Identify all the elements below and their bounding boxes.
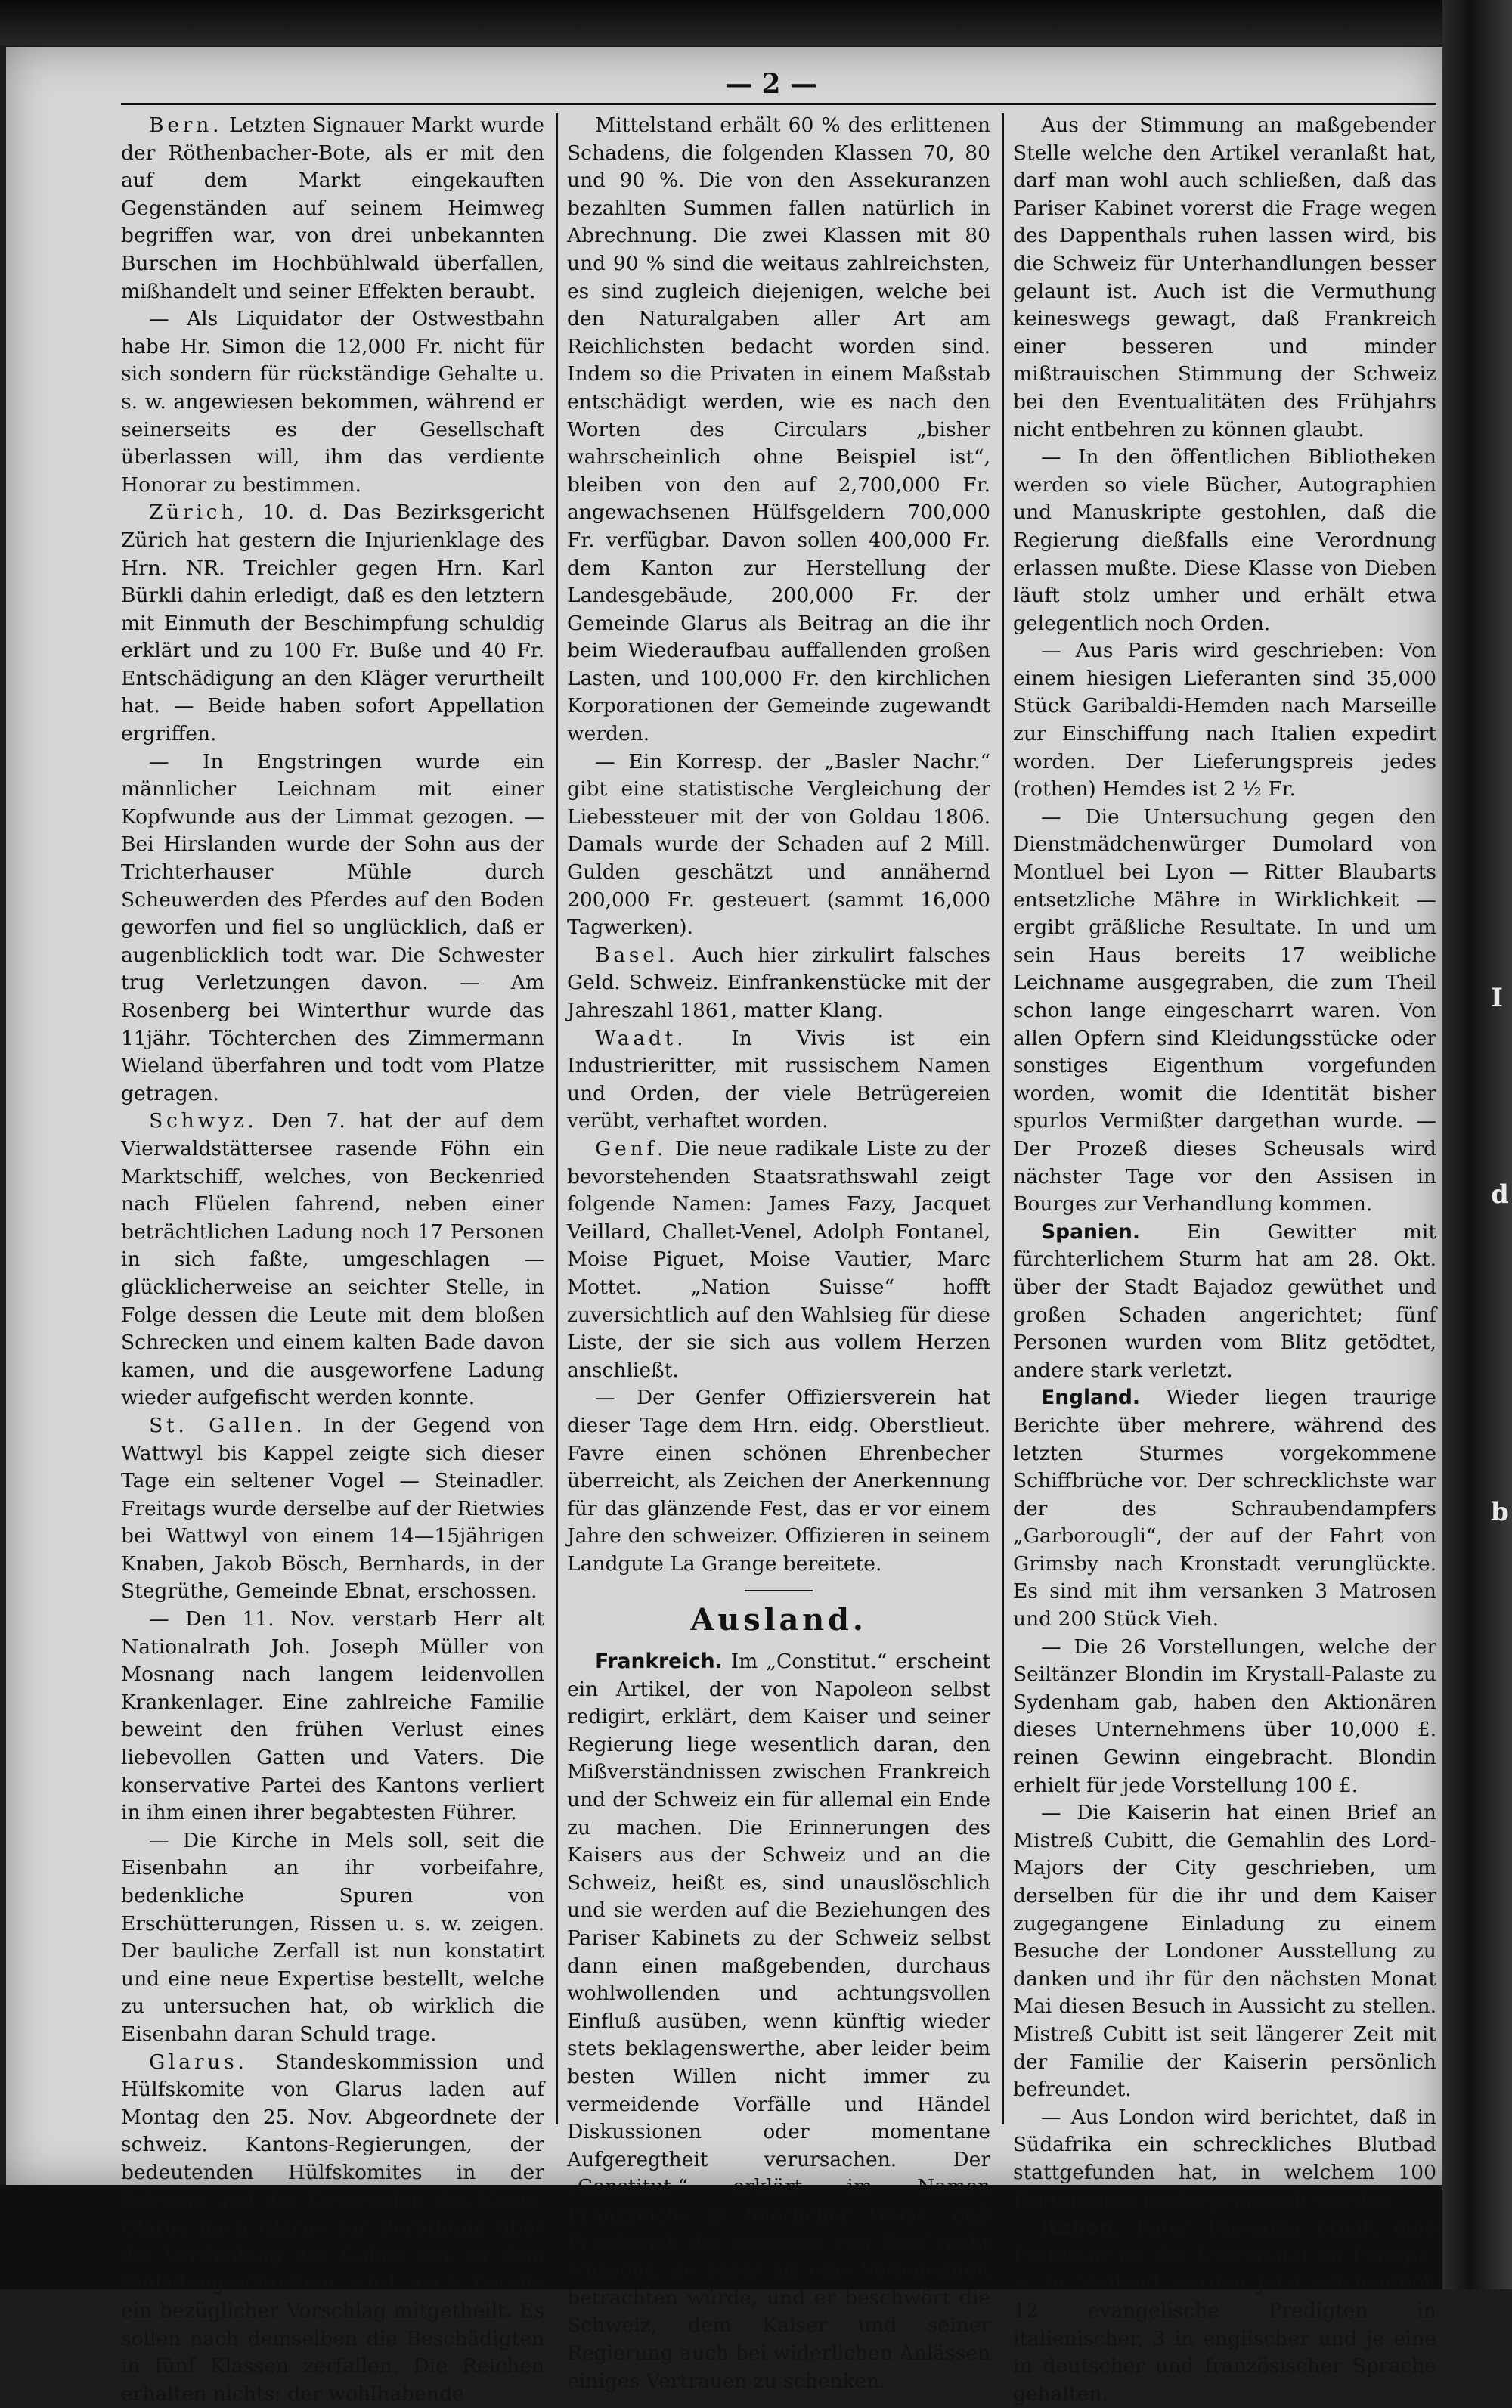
paragraph-text: Auch hier zirkulirt falsches Geld. Schweiz. Einfrankenstücke mit der Jahreszahl 1861, matter Klang.	[567, 943, 990, 1022]
paragraph-text: — Die Kirche in Mels soll, seit die Eisenbahn an ihr vorbeifahre, bedenkliche Spuren von Erschütterungen, Rissen u. s. w. zeigen. Der bauliche Zerfall ist nun konstatirt und eine neue Expertise bestellt, welche zu untersuchen hat, ob wirklich die Eisenbahn daran Schuld trage.	[121, 1828, 544, 2046]
news-paragraph	[567, 112, 990, 748]
news-paragraph	[121, 112, 544, 305]
news-paragraph	[567, 942, 990, 1025]
paragraph-text: — Die 26 Vorstellungen, welche der Seiltänzer Blondin im Krystall-Palaste zu Sydenham gab, haben den Aktionären dieses Unternehmens über 10,000 £. reinen Gewinn eingebracht. Blondin erhielt für jede Vorstellung 100 £.	[1013, 1635, 1436, 1797]
place-name: Waadt.	[595, 1026, 687, 1050]
place-name: Bern.	[149, 113, 223, 137]
news-paragraph	[567, 1384, 990, 1578]
paragraph-text: — Der Genfer Offiziersverein hat dieser Tage dem Hrn. eidg. Oberstlieut. Favre einen schönen Ehrenbecher überreicht, als Zeichen der Anerkennung für das glänzende Fest, das er vor einem Jahre den schweizer. Offizieren in seinem Landgute La Grange bereitete.	[567, 1386, 990, 1576]
news-paragraph	[121, 2049, 544, 2408]
news-paragraph	[567, 1025, 990, 1136]
news-paragraph	[567, 1136, 990, 1384]
news-paragraph	[121, 1108, 544, 1412]
paragraph-text: — Den 11. Nov. verstarb Herr alt Nationalrath Joh. Joseph Müller von Mosnang nach langem leidenvollen Krankenlager. Eine zahlreiche Familie beweint den frühen Verlust eines liebevollen Gatten und Vaters. Die konservative Partei des Kantons verliert in ihm einen ihrer begabtesten Führer.	[121, 1607, 544, 1825]
strip-char: d	[1491, 1179, 1509, 1210]
column-left	[121, 112, 544, 2408]
place-name: Zürich,	[149, 501, 248, 525]
strip-char: I	[1491, 983, 1503, 1013]
news-paragraph	[1013, 444, 1436, 637]
column-divider	[1002, 113, 1004, 2124]
adjacent-page-strip	[1442, 0, 1512, 2289]
paragraph-text: Pater Passaglia erhält eine Professur an der Universität zu Perugia. — In Mailand werden jetzt wöchentlich 12 evangelische Predigten in italienischer, 3 in englischer und je eine in deutscher und französischer Sprache gehalten.	[1013, 2216, 1436, 2406]
news-paragraph	[567, 1648, 990, 2395]
news-paragraph	[121, 748, 544, 1108]
news-paragraph	[1013, 2214, 1436, 2408]
section-heading: Ausland.	[690, 1602, 867, 1638]
paragraph-text: — Als Liquidator der Ostwestbahn habe Hr. Simon die 12,000 Fr. nicht für sich sondern für rückständige Gehalte u. s. w. angewiesen bekommen, während er seinerseits es der Gesellschaft überlassen will, ihm das verdiente Honorar zu bestimmen.	[121, 307, 544, 497]
section-rule	[745, 1590, 813, 1591]
country-heading: England.	[1041, 1386, 1140, 1410]
paragraph-text: — Aus Paris wird geschrieben: Von einem hiesigen Lieferanten sind 35,000 Stück Garibaldi-Hemden nach Marseille zur Einschiffung nach Italien expedirt worden. Der Lieferungspreis jedes (rothen) Hemdes ist 2 ½ Fr.	[1013, 639, 1436, 801]
news-paragraph	[1013, 1219, 1436, 1385]
news-paragraph	[1013, 637, 1436, 804]
column-divider	[556, 113, 558, 2124]
country-heading: Spanien.	[1041, 1219, 1140, 1244]
scan-border-top	[0, 0, 1512, 45]
strip-char: b	[1491, 1497, 1509, 1527]
page-number: — 2 —	[724, 68, 818, 100]
news-paragraph	[567, 748, 990, 942]
news-paragraph	[121, 499, 544, 748]
paragraph-text: — Ein Korresp. der „Basler Nachr.“ gibt eine statistische Vergleichung der Liebessteuer mit der von Goldau 1806. Damals wurde der Schaden auf 2 Mill. Gulden geschätzt und annähernd 200,000 Fr. gesteuert (sammt 16,000 Tagwerken).	[567, 749, 990, 940]
place-name: Schwyz.	[149, 1109, 258, 1133]
paragraph-text: Wieder liegen traurige Berichte über mehrere, während des letzten Sturmes vorgekommene Schiffbrüche vor. Der schrecklichste war der des Schraubendampfers „Garborougli“, der auf der Fahrt von Grimsby nach Kronstadt verunglückte. Es sind mit ihm versanken 3 Matrosen und 200 Stück Vieh.	[1013, 1386, 1436, 1632]
paragraph-text: Im „Constitut.“ erscheint ein Artikel, der von Napoleon selbst redigirt, erklärt, dem Kaiser und seiner Regierung liege wesentlich daran, den Mißverständnissen zwischen Frankreich und der Schweiz ein für allemal ein Ende zu machen. Die Erinnerungen des Kaisers aus der Schweiz und an die Schweiz, heißt es, sind unauslöschlich und sie werden auf die Beziehungen des Pariser Kabinets zu der Schweiz selbst dann einen maßgebenden, durchaus wohlwollenden und achtungsvollen Einfluß ausüben, wenn künftig wieder stets beklagenswerthe, aber leider beim besten Willen nicht immer zu vermeidende Vorfälle und Händel Diskussionen oder momentane Aufgeregtheit verursachen. Der „Constitut.“ erklärt im Namen Frankreichs in feierlicher Weise, daß Frankreich die Annexion von Genf nicht wünscht, sie sogar als eine Verlegenheit betrachten würde, und er beschwört die Schweiz, dem Kaiser und seiner Regierung auch bei widerlichen Anlässen einiges Vertrauen zu schenken.	[567, 1650, 990, 2393]
paragraph-text: Letzten Signauer Markt wurde der Röthenbacher-Bote, als er mit den auf dem Markt eingekauften Gegenständen auf seinem Heimweg begriffen war, von drei unbekannten Burschen im Hochbühlwald überfallen, mißhandelt und seiner Effekten beraubt.	[121, 113, 544, 303]
paragraph-text: — In den öffentlichen Bibliotheken werden so viele Bücher, Autographien und Manuskripte gestohlen, daß die Regierung dießfalls eine Verordnung erlassen mußte. Diese Klasse von Dieben läuft stolz umher und erhält etwa gelegentlich noch Orden.	[1013, 445, 1436, 635]
news-paragraph	[121, 1606, 544, 1827]
news-paragraph	[1013, 1384, 1436, 1633]
column-middle	[567, 112, 990, 2395]
place-name: Genf.	[595, 1136, 668, 1161]
paragraph-text: Standeskommission und Hülfskomite von Glarus laden auf Montag den 25. Nov. Abgeordnete der schweiz. Kantons-Regierungen, der bedeutenden Hülfskomites in der Schweiz und der Gemeinden des Kants. Glarus nach Glarus zur Berathung über die Vertheilung der Gaben ein. In dem Einladungsschreiben wird auch bereits ein bezüglicher Vorschlag mitgetheilt. Es sollen nach demselben die Beschädigten in fünf Klassen zerfallen. Die Reichen erhalten nichts; der wohlhabende	[121, 2050, 544, 2406]
paragraph-text: Ein Gewitter mit fürchterlichem Sturm hat am 28. Okt. über der Stadt Bajadoz gewüthet und großen Schaden angerichtet; fünf Personen wurden vom Blitz getödtet, andere stark verletzt.	[1013, 1219, 1436, 1382]
paragraph-text: — In Engstringen wurde ein männlicher Leichnam mit einer Kopfwunde aus der Limmat gezogen. — Bei Hirslanden wurde der Sohn aus der Trichterhauser Mühle durch Scheuwerden des Pferdes auf den Boden geworfen und fiel so unglücklich, daß er augenblicklich todt war. Die Schwester trug Verletzungen davon. — Am Rosenberg bei Winterthur wurde das 11jähr. Töchterchen des Zimmermann Wieland überfahren und todt vom Platze getragen.	[121, 749, 544, 1105]
paragraph-text: In Vivis ist ein Industrieritter, mit russischem Namen und Orden, der viele Betrügereien verübt, verhaftet worden.	[567, 1026, 990, 1133]
place-name: Glarus.	[149, 2050, 248, 2074]
paragraph-text: 10. d. Das Bezirksgericht Zürich hat gestern die Injurienklage des Hrn. NR. Treichler gegen Hrn. Karl Bürkli dahin erledigt, daß es den letztern mit Einmuth der Beschimpfung schuldig erklärt und zu 100 Fr. Buße und 40 Fr. Entschädigung an den Kläger verurtheilt hat. — Beide haben sofort Appellation ergriffen.	[121, 501, 544, 746]
column-right	[1013, 112, 1436, 2408]
news-paragraph	[121, 1827, 544, 2049]
news-paragraph	[1013, 1634, 1436, 1800]
paragraph-text: In der Gegend von Wattwyl bis Kappel zeigte sich dieser Tage ein seltener Vogel — Steinadler. Freitags wurde derselbe auf der Rietwies bei Wattwyl von einem 14—15jährigen Knaben, Jakob Bösch, Bernhards, in der Stegrüthe, Gemeinde Ebnat, erschossen.	[121, 1413, 544, 1604]
paragraph-text: Aus der Stimmung an maßgebender Stelle welche den Artikel veranlaßt hat, darf man wohl auch schließen, daß das Pariser Kabinet vorerst die Frage wegen des Dappenthals ruhen lassen wird, bis die Schweiz für Unterhandlungen besser gelaunt ist. Auch ist die Vermuthung keineswegs gewagt, daß Frankreich einer besseren und minder mißtrauischen Stimmung der Schweiz bei den Eventualitäten des Frühjahrs nicht entbehren zu können glaubt.	[1013, 113, 1436, 442]
country-heading: Frankreich.	[595, 1650, 723, 1674]
paragraph-text: — Die Untersuchung gegen den Dienstmädchenwürger Dumolard von Montluel bei Lyon — Ritter Blaubarts entsetzliche Mähre in Wirklichkeit — ergibt gräßliche Resultate. In und um sein Haus bereits 17 weibliche Leichname ausgegraben, die zum Theil schon lange eingescharrt waren. Von allen Opfern sind Kleidungsstücke oder sonstiges Eigenthum vorgefunden worden, womit die Identität bisher spurlos Vermißter dargethan wurde. — Der Prozeß dieses Scheusals wird nächster Tage vor den Assisen in Bourges zur Verhandlung kommen.	[1013, 804, 1436, 1216]
news-paragraph	[1013, 2104, 1436, 2214]
place-name: St. Gallen.	[149, 1413, 306, 1437]
country-heading: Italien.	[1041, 2216, 1121, 2240]
news-paragraph	[1013, 1799, 1436, 2104]
paragraph-text: Den 7. hat der auf dem Vierwaldstättersee rasende Föhn ein Marktschiff, welches, von Beckenried nach Flüelen fahrend, neben einer beträchtlichen Ladung noch 17 Personen in sich faßte, umgeschlagen — glücklicherweise an seichter Stelle, in Folge dessen die Leute mit dem bloßen Schrecken und einem kalten Bade davon kamen, und die ausgeworfene Ladung wieder aufgefischt werden konnte.	[121, 1109, 544, 1410]
paragraph-text: — Die Kaiserin hat einen Brief an Mistreß Cubitt, die Gemahlin des Lord-Majors der City geschrieben, um derselben für die ihr und dem Kaiser zugegangene Einladung zu einem Besuche der Londoner Ausstellung zu danken und ihr für den nächsten Monat Mai diesen Besuch in Aussicht zu stellen. Mistreß Cubitt ist seit längerer Zeit mit der Familie der Kaiserin persönlich befreundet.	[1013, 1801, 1436, 2102]
paragraph-text: Die neue radikale Liste zu der bevorstehenden Staatsrathswahl zeigt folgende Namen: James Fazy, Jacquet Veillard, Challet-Venel, Adolph Fontanel, Moise Piguet, Moise Vautier, Marc Mottet. „Nation Suisse“ hofft zuversichtlich auf den Wahlsieg für diese Liste, der sie sich aus vollem Herzen anschließt.	[567, 1136, 990, 1382]
news-paragraph	[121, 1412, 544, 1606]
paragraph-text: Mittelstand erhält 60 % des erlittenen Schadens, die folgenden Klassen 70, 80 und 90 %. Die von den Assekuranzen bezahlten Summen fallen natürlich in Abrechnung. Die zwei Klassen mit 80 und 90 % sind die weitaus zahlreichsten, es sind zugleich diejenigen, welche bei den Naturalgaben aller Art am Reichlichsten bedacht worden sind. Indem so die Privaten in einem Maßstab entschädigt werden, wie es nach den Worten des Circulars „bisher wahrscheinlich ohne Beispiel ist“, bleiben von den auf 2,700,000 Fr. angewachsenen Hülfsgeldern 700,000 Fr. verfügbar. Davon sollen 400,000 Fr. dem Kanton zur Herstellung der Landesgebäude, 200,000 Fr. der Gemeinde Glarus als Beitrag an die ihr beim Wiederaufbau auffallenden großen Lasten, und 100,000 Fr. den kirchlichen Korporationen der Gemeinde zugewandt werden.	[567, 113, 990, 746]
news-paragraph	[1013, 112, 1436, 444]
paragraph-text: — Aus London wird berichtet, daß in Südafrika ein schreckliches Blutbad stattgefunden hat, in welchem 100 Hottentoten niedergemetzelt wurden.	[1013, 2105, 1436, 2212]
place-name: Basel.	[595, 943, 679, 967]
header-rule	[121, 103, 1436, 105]
news-paragraph	[1013, 804, 1436, 1219]
news-paragraph	[121, 305, 544, 499]
